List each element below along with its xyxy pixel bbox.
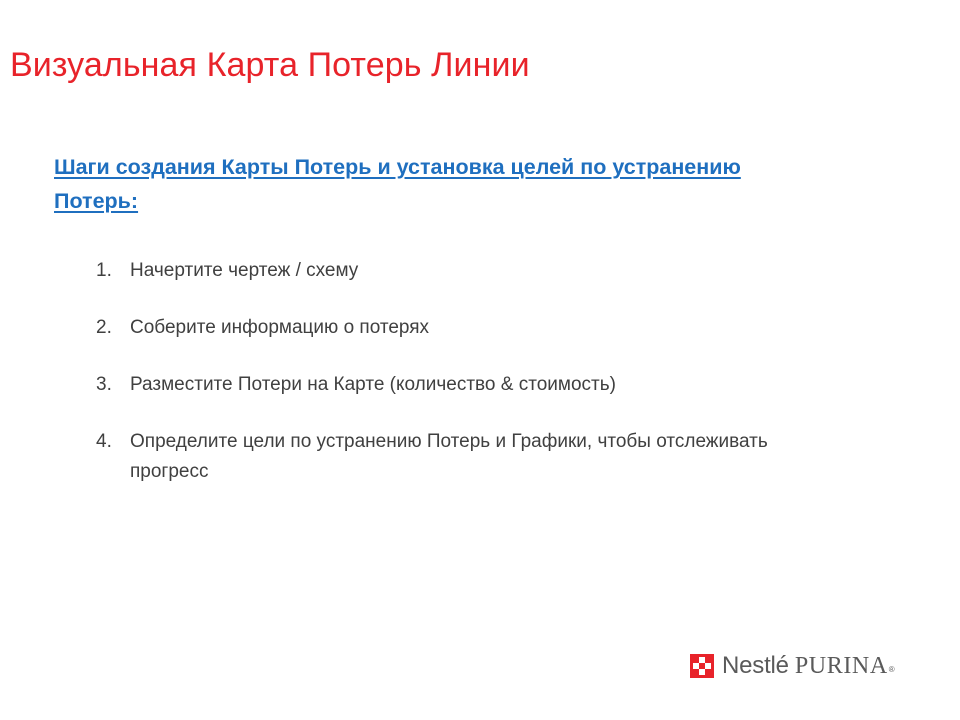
step-number: 2. (96, 317, 112, 338)
checkerboard-logo-icon (690, 654, 714, 678)
logo-brand-nestle: Nestlé (722, 652, 789, 679)
step-item (96, 427, 816, 487)
step-item (96, 370, 816, 400)
step-number: 3. (96, 374, 112, 395)
steps-list (96, 256, 816, 514)
nestle-purina-logo (690, 652, 895, 680)
step-number: 4. (96, 431, 112, 452)
step-text: Соберите информацию о потерях (130, 317, 430, 338)
step-item (96, 313, 816, 343)
logo-registered-mark: ® (888, 665, 895, 674)
logo-brand-purina: PURINA (794, 652, 888, 679)
step-text: Разместите Потери на Карте (количество & стоимость) (130, 374, 616, 395)
step-text: Определите цели по устранению Потерь и Графики, чтобы отслеживать прогресс (130, 431, 768, 482)
step-text: Начертите чертеж / схему (130, 260, 359, 281)
slide-subtitle: Шаги создания Карты Потерь и установка целей по устранению Потерь: (54, 155, 741, 213)
step-number: 1. (96, 260, 112, 281)
slide-title: Визуальная Карта Потерь Линии (10, 46, 530, 84)
step-item (96, 256, 816, 286)
